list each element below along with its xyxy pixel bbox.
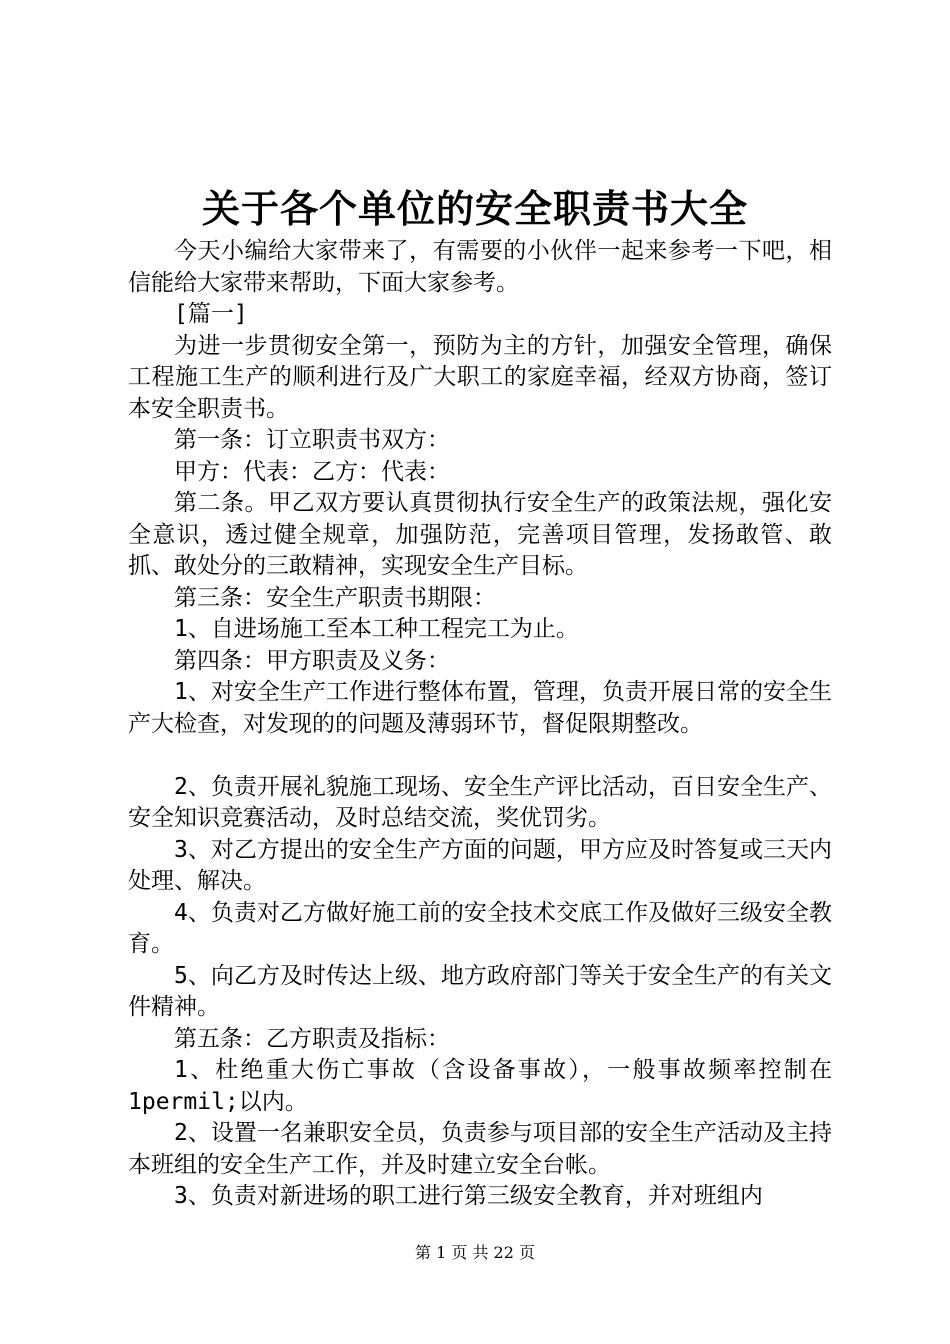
paragraph: 第五条：乙方职责及指标： [174, 1025, 450, 1052]
paragraph: 2、设置一名兼职安全员，负责参与项目部的安全生产活动及主持本班组的安全生产工作，并及时建立安全台帐。 [128, 1120, 832, 1178]
document-body [128, 236, 832, 1213]
paragraph: 2、负责开展礼貌施工现场、安全生产评比活动，百日安全生产、安全知识竞赛活动，及时总结交流，奖优罚劣。 [128, 773, 832, 831]
document-title: 关于各个单位的安全职责书大全 [201, 186, 748, 231]
paragraph: 3、对乙方提出的安全生产方面的问题，甲方应及时答复或三天内处理、解决。 [128, 836, 832, 894]
paragraph: 第二条。甲乙双方要认真贯彻执行安全生产的政策法规，强化安全意识，透过健全规章，加强防范，完善项目管理，发扬敢管、敢抓、敢处分的三敢精神，实现安全生产目标。 [128, 490, 832, 579]
paragraph: 甲方：代表：乙方：代表： [174, 458, 450, 485]
paragraph: 第四条：甲方职责及义务： [174, 647, 450, 674]
paragraph: 1、自进场施工至本工种工程完工为止。 [174, 616, 579, 642]
paragraph: 3、负责对新进场的职工进行第三级安全教育，并对班组内 [174, 1183, 763, 1209]
paragraph: 今天小编给大家带来了，有需要的小伙伴一起来参考一下吧，相信能给大家带来帮助，下面大家参考。 [128, 238, 832, 296]
paragraph: 第一条：订立职责书双方： [174, 427, 450, 453]
paragraph: [篇一] [174, 301, 248, 327]
paragraph: 1、对安全生产工作进行整体布置，管理，负责开展日常的安全生产大检查，对发现的的问题及薄弱环节，督促限期整改。 [128, 679, 832, 737]
paragraph: 1、杜绝重大伤亡事故（含设备事故），一般事故频率控制在1permil;以内。 [128, 1057, 832, 1115]
paragraph: 4、负责对乙方做好施工前的安全技术交底工作及做好三级安全教育。 [128, 899, 832, 957]
page-number-footer: 第 1 页 共 22 页 [415, 1243, 535, 1262]
paragraph: 第三条：安全生产职责书期限： [174, 584, 496, 611]
paragraph: 为进一步贯彻安全第一，预防为主的方针，加强安全管理，确保工程施工生产的顺利进行及广大职工的家庭幸福，经双方协商，签订本安全职责书。 [128, 332, 832, 422]
paragraph: 5、向乙方及时传达上级、地方政府部门等关于安全生产的有关文件精神。 [128, 962, 832, 1020]
